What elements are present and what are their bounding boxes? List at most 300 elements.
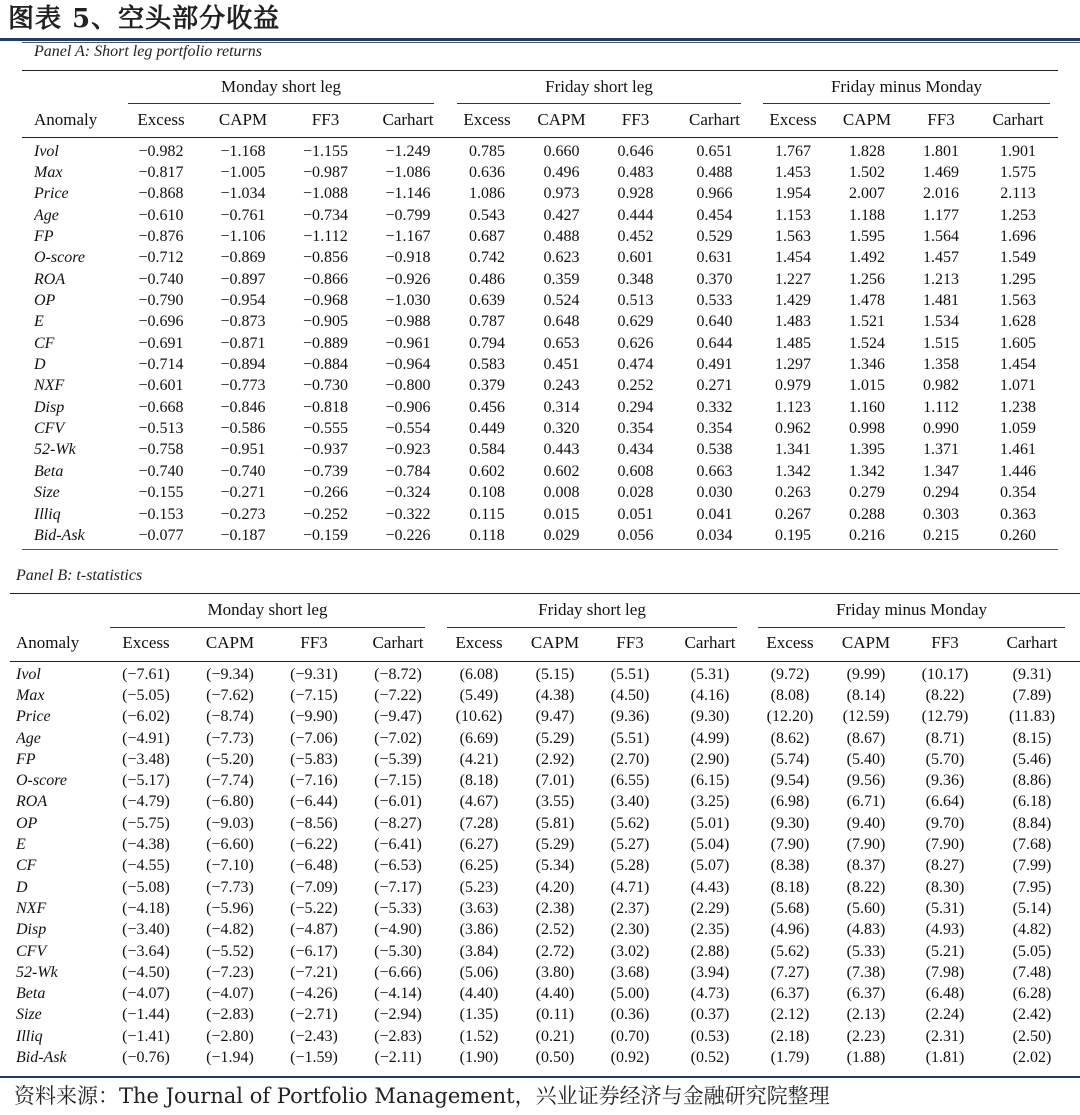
table-cell: (7.90)	[770, 836, 810, 854]
table-row	[34, 333, 1058, 354]
table-cell: (0.21)	[535, 1027, 575, 1045]
table-cell: −1.155	[302, 142, 349, 160]
table-cell: 1.227	[775, 270, 811, 288]
table-cell: 0.452	[617, 228, 654, 246]
table-cell: (8.27)	[925, 857, 965, 875]
anomaly-name: Bid-Ask	[34, 526, 85, 544]
table-cell: 0.354	[617, 420, 654, 438]
anomaly-name: Price	[34, 185, 69, 203]
table-cell: −0.905	[302, 313, 349, 331]
table-cell: 0.538	[696, 441, 733, 459]
table-cell: 0.973	[543, 185, 580, 203]
table-cell: (4.73)	[690, 985, 730, 1003]
table-cell: −0.601	[138, 377, 184, 395]
panel-b-group-line-diff	[758, 627, 1065, 628]
table-cell: (1.35)	[459, 1006, 499, 1024]
column-header: Excess	[137, 110, 185, 129]
table-cell: −0.982	[138, 142, 184, 160]
anomaly-name: FP	[34, 228, 54, 246]
table-cell: (7.68)	[1012, 836, 1052, 854]
table-cell: 0.529	[696, 228, 733, 246]
table-cell: (3.25)	[690, 793, 730, 811]
table-cell: 0.252	[617, 377, 654, 395]
anomaly-name: Price	[16, 708, 51, 726]
table-cell: 1.563	[1000, 292, 1036, 310]
table-cell: 0.332	[696, 398, 733, 416]
table-cell: 1.549	[1000, 249, 1036, 267]
table-cell: 1.595	[849, 228, 885, 246]
table-cell: (8.18)	[770, 878, 810, 896]
table-cell: (4.38)	[535, 686, 575, 704]
table-cell: 0.962	[775, 420, 811, 438]
table-cell: (0.92)	[610, 1048, 650, 1066]
anomaly-name: NXF	[34, 377, 65, 395]
table-cell: (5.62)	[770, 942, 810, 960]
table-cell: −0.964	[385, 356, 431, 374]
table-cell: 0.051	[617, 505, 654, 523]
table-cell: 1.457	[923, 249, 959, 267]
table-cell: (−8.56)	[290, 814, 338, 832]
table-cell: (9.47)	[535, 708, 575, 726]
table-row	[16, 983, 1078, 1004]
table-cell: −0.691	[138, 334, 184, 352]
table-cell: (2.50)	[1012, 1027, 1052, 1045]
table-cell: (4.71)	[610, 878, 650, 896]
table-cell: 1.429	[775, 292, 811, 310]
table-cell: (9.99)	[846, 665, 886, 683]
table-cell: −0.988	[385, 313, 431, 331]
table-cell: (9.36)	[610, 708, 650, 726]
table-cell: (5.51)	[610, 665, 650, 683]
table-cell: (−5.52)	[206, 942, 254, 960]
table-cell: 0.742	[469, 249, 505, 267]
table-cell: 0.979	[775, 377, 811, 395]
table-cell: (−8.27)	[374, 814, 422, 832]
table-cell: (2.13)	[846, 1006, 886, 1024]
table-cell: (5.40)	[846, 750, 886, 768]
table-cell: (5.15)	[535, 665, 575, 683]
panel-b-label-rule	[10, 593, 1080, 594]
table-cell: −0.226	[385, 526, 431, 544]
table-cell: 0.491	[696, 356, 733, 374]
table-cell: (−6.02)	[122, 708, 170, 726]
table-cell: −0.894	[220, 356, 266, 374]
panel_b-header-row	[16, 630, 1078, 656]
table-cell: (−2.83)	[374, 1027, 422, 1045]
table-cell: −0.159	[302, 526, 349, 544]
column-header: CAPM	[841, 633, 891, 652]
table-cell: (8.62)	[770, 729, 810, 747]
table-cell: 1.564	[923, 228, 959, 246]
table-cell: (−7.06)	[290, 729, 338, 747]
table-row	[34, 205, 1058, 226]
table-cell: −0.273	[220, 505, 266, 523]
table-cell: (5.68)	[770, 899, 810, 917]
table-row	[34, 248, 1058, 269]
anomaly-name: NXF	[16, 899, 47, 917]
table-row	[34, 418, 1058, 439]
table-cell: 0.651	[696, 142, 733, 160]
table-cell: (1.88)	[846, 1048, 886, 1066]
table-cell: 1.059	[1000, 420, 1036, 438]
table-cell: (12.20)	[766, 708, 814, 726]
table-cell: (7.38)	[846, 963, 886, 981]
table-cell: (−5.30)	[374, 942, 422, 960]
table-cell: (5.46)	[1012, 750, 1052, 768]
column-header: Carhart	[992, 110, 1044, 129]
table-cell: (4.40)	[459, 985, 499, 1003]
table-cell: 0.982	[923, 377, 959, 395]
table-cell: (5.74)	[770, 750, 810, 768]
panel-a-group-diff: Friday minus Monday	[830, 77, 983, 96]
table-cell: 0.303	[923, 505, 959, 523]
table-cell: 1.605	[1000, 334, 1036, 352]
table-cell: −0.322	[385, 505, 431, 523]
column-header: Excess	[463, 110, 511, 129]
table-cell: 1.502	[849, 164, 885, 182]
anomaly-name: 52-Wk	[16, 963, 58, 981]
table-cell: 1.563	[775, 228, 811, 246]
column-header: FF3	[300, 633, 328, 652]
table-cell: 0.029	[543, 526, 580, 544]
table-cell: −0.155	[138, 484, 184, 502]
table-cell: −1.005	[220, 164, 266, 182]
table-cell: −0.324	[385, 484, 431, 502]
table-cell: 0.639	[469, 292, 505, 310]
table-cell: (2.35)	[690, 921, 730, 939]
table-cell: (1.81)	[925, 1048, 965, 1066]
table-cell: (−5.17)	[122, 772, 170, 790]
table-cell: (2.38)	[535, 899, 575, 917]
table-cell: (0.37)	[690, 1006, 730, 1024]
table-cell: (2.90)	[690, 750, 730, 768]
table-cell: 1.767	[775, 142, 811, 160]
table-cell: 1.177	[923, 206, 959, 224]
panel-b-table	[16, 630, 1078, 1069]
table-cell: (8.15)	[1012, 729, 1052, 747]
table-cell: 0.288	[849, 505, 885, 523]
table-cell: (3.84)	[459, 942, 499, 960]
table-cell: (0.50)	[535, 1048, 575, 1066]
table-cell: −0.866	[302, 270, 349, 288]
column-header: Carhart	[689, 110, 740, 129]
table-cell: (5.81)	[535, 814, 575, 832]
table-cell: (−5.96)	[206, 899, 254, 917]
table-cell: (6.37)	[846, 985, 886, 1003]
table-cell: 0.966	[696, 185, 733, 203]
table-cell: 1.492	[849, 249, 885, 267]
table-cell: (−9.31)	[290, 665, 338, 683]
column-header: Excess	[766, 633, 814, 652]
table-row	[16, 749, 1078, 770]
table-cell: −0.734	[302, 206, 349, 224]
table-row	[34, 440, 1058, 461]
table-cell: (−2.80)	[206, 1027, 254, 1045]
table-cell: (−9.90)	[290, 708, 338, 726]
table-cell: 0.195	[775, 526, 811, 544]
column-header: CAPM	[218, 110, 268, 129]
table-row	[16, 898, 1078, 919]
table-row	[34, 525, 1058, 546]
table-cell: 0.449	[469, 420, 505, 438]
table-cell: (−4.26)	[290, 985, 338, 1003]
panel-a-group-friday: Friday short leg	[545, 77, 653, 96]
table-cell: (0.52)	[690, 1048, 730, 1066]
table-cell: (5.23)	[459, 878, 499, 896]
table-cell: 0.524	[543, 292, 580, 310]
table-cell: 2.007	[849, 185, 885, 203]
table-cell: −0.730	[302, 377, 349, 395]
table-cell: 0.451	[543, 356, 580, 374]
table-cell: (9.36)	[925, 772, 965, 790]
table-cell: 1.153	[775, 206, 811, 224]
table-cell: (6.64)	[925, 793, 965, 811]
table-cell: 0.271	[696, 377, 733, 395]
table-cell: 0.602	[469, 462, 505, 480]
table-cell: (9.54)	[770, 772, 810, 790]
table-cell: (5.05)	[1012, 942, 1052, 960]
column-header: Anomaly	[34, 110, 98, 129]
table-cell: (−4.38)	[122, 836, 170, 854]
table-cell: (−5.75)	[122, 814, 170, 832]
anomaly-name: Illiq	[34, 505, 61, 523]
table-cell: (2.92)	[535, 750, 575, 768]
table-cell: 1.358	[923, 356, 959, 374]
table-cell: (−2.71)	[290, 1006, 338, 1024]
table-cell: (5.06)	[459, 963, 499, 981]
table-cell: (−4.87)	[290, 921, 338, 939]
table-row	[16, 707, 1078, 728]
table-cell: (5.49)	[459, 686, 499, 704]
table-cell: −0.987	[302, 164, 349, 182]
table-cell: 1.238	[1000, 398, 1036, 416]
table-cell: −0.799	[385, 206, 431, 224]
panel-b-group-line-friday	[447, 627, 737, 628]
table-cell: 1.347	[923, 462, 959, 480]
table-cell: (−8.72)	[374, 665, 422, 683]
table-cell: (10.17)	[921, 665, 969, 683]
table-cell: (4.50)	[610, 686, 650, 704]
table-cell: (9.30)	[770, 814, 810, 832]
anomaly-name: Beta	[16, 985, 46, 1003]
table-cell: (7.90)	[925, 836, 965, 854]
table-cell: (2.52)	[535, 921, 575, 939]
table-cell: −0.714	[138, 356, 184, 374]
table-cell: (−4.55)	[122, 857, 170, 875]
table-row	[16, 834, 1078, 855]
table-cell: (−7.73)	[206, 878, 254, 896]
table-row	[34, 290, 1058, 311]
anomaly-name: CF	[34, 334, 55, 352]
table-cell: (8.30)	[925, 878, 965, 896]
table-cell: 0.488	[543, 228, 580, 246]
table-cell: 0.513	[617, 292, 654, 310]
table-cell: (−9.47)	[374, 708, 422, 726]
table-cell: 0.653	[543, 334, 580, 352]
anomaly-name: Age	[16, 729, 41, 747]
panel_a-header-row	[34, 107, 1058, 133]
table-row	[16, 664, 1078, 685]
table-cell: 0.427	[543, 206, 580, 224]
table-cell: 1.454	[775, 249, 811, 267]
table-row	[34, 354, 1058, 375]
table-cell: (−4.18)	[122, 899, 170, 917]
table-cell: (5.33)	[846, 942, 886, 960]
table-cell: (2.18)	[770, 1027, 810, 1045]
table-cell: 0.648	[543, 313, 580, 331]
table-cell: 0.216	[849, 526, 885, 544]
table-cell: (2.72)	[535, 942, 575, 960]
anomaly-name: ROA	[16, 793, 48, 811]
table-cell: 0.496	[543, 164, 580, 182]
anomaly-name: Ivol	[16, 665, 41, 683]
table-cell: (10.62)	[455, 708, 503, 726]
panel-a-group-line-monday	[128, 103, 434, 104]
anomaly-name: 52-Wk	[34, 441, 76, 459]
table-cell: −0.856	[302, 249, 349, 267]
table-cell: 0.626	[617, 334, 654, 352]
table-cell: (5.34)	[535, 857, 575, 875]
column-header: Carhart	[684, 633, 736, 652]
anomaly-name: Disp	[16, 921, 47, 939]
table-cell: (4.20)	[535, 878, 575, 896]
table-cell: 1.346	[849, 356, 885, 374]
table-cell: (9.31)	[1012, 665, 1052, 683]
table-cell: −0.926	[385, 270, 431, 288]
table-cell: (3.02)	[610, 942, 650, 960]
table-cell: (5.62)	[610, 814, 650, 832]
table-cell: (7.28)	[459, 814, 499, 832]
table-cell: −0.937	[302, 441, 349, 459]
table-row	[16, 1026, 1078, 1047]
table-cell: −0.252	[302, 505, 349, 523]
table-cell: 0.359	[543, 270, 580, 288]
table-cell: (−7.10)	[206, 857, 254, 875]
table-cell: (5.07)	[690, 857, 730, 875]
table-row	[34, 461, 1058, 482]
table-cell: 0.443	[543, 441, 580, 459]
table-cell: 0.601	[617, 249, 654, 267]
table-cell: 1.469	[923, 164, 959, 182]
panel-b-group-monday: Monday short leg	[207, 600, 328, 619]
table-cell: (5.27)	[610, 836, 650, 854]
table-cell: (−6.60)	[206, 836, 254, 854]
table-cell: −0.773	[220, 377, 266, 395]
table-cell: −0.758	[138, 441, 184, 459]
table-row	[34, 483, 1058, 504]
table-cell: (−9.03)	[206, 814, 254, 832]
table-cell: 0.118	[469, 526, 505, 544]
column-header: Carhart	[372, 633, 424, 652]
table-cell: (3.94)	[690, 963, 730, 981]
table-cell: 1.253	[1000, 206, 1036, 224]
table-row	[34, 226, 1058, 247]
header-spacer	[16, 656, 1078, 664]
table-cell: (2.02)	[1012, 1048, 1052, 1066]
table-cell: (9.40)	[846, 814, 886, 832]
column-header: CAPM	[537, 110, 586, 129]
table-row	[34, 141, 1058, 162]
column-header: FF3	[311, 110, 340, 129]
table-cell: 0.354	[696, 420, 733, 438]
table-cell: (0.70)	[610, 1027, 650, 1045]
table-cell: (2.29)	[690, 899, 730, 917]
table-cell: 0.294	[617, 398, 654, 416]
table-cell: 1.696	[1000, 228, 1036, 246]
table-cell: (−8.74)	[206, 708, 254, 726]
table-cell: 1.213	[923, 270, 959, 288]
table-cell: 0.041	[696, 505, 733, 523]
table-cell: (−1.94)	[206, 1048, 254, 1066]
table-cell: (−1.41)	[122, 1027, 170, 1045]
anomaly-name: CF	[16, 857, 37, 875]
table-cell: 1.123	[775, 398, 811, 416]
table-cell: (9.56)	[846, 772, 886, 790]
table-cell: 1.342	[849, 462, 885, 480]
table-cell: 0.320	[543, 420, 580, 438]
table-cell: (−3.40)	[122, 921, 170, 939]
table-row	[16, 877, 1078, 898]
table-cell: 1.524	[849, 334, 885, 352]
table-row	[34, 504, 1058, 525]
table-cell: (−6.41)	[374, 836, 422, 854]
table-cell: (−5.33)	[374, 899, 422, 917]
column-header: FF3	[931, 633, 959, 652]
anomaly-name: O-score	[16, 772, 67, 790]
column-header: CAPM	[530, 633, 580, 652]
table-cell: (4.21)	[459, 750, 499, 768]
table-cell: 1.160	[849, 398, 885, 416]
table-cell: (8.86)	[1012, 772, 1052, 790]
table-cell: (7.90)	[846, 836, 886, 854]
table-cell: (7.89)	[1012, 686, 1052, 704]
table-cell: −1.167	[385, 228, 431, 246]
table-cell: 1.954	[775, 185, 811, 203]
table-cell: −0.846	[220, 398, 266, 416]
column-header: Excess	[122, 633, 170, 652]
table-cell: (5.01)	[690, 814, 730, 832]
table-cell: (−4.82)	[206, 921, 254, 939]
table-cell: −0.266	[302, 484, 349, 502]
table-cell: −0.897	[220, 270, 266, 288]
table-cell: (8.14)	[846, 686, 886, 704]
table-cell: 0.030	[696, 484, 733, 502]
anomaly-name: Beta	[34, 462, 64, 480]
anomaly-name: Max	[34, 164, 63, 182]
table-cell: (5.28)	[610, 857, 650, 875]
table-cell: 0.636	[469, 164, 505, 182]
table-cell: (4.83)	[846, 921, 886, 939]
table-cell: 0.533	[696, 292, 733, 310]
table-cell: (6.25)	[459, 857, 499, 875]
table-cell: (−7.21)	[290, 963, 338, 981]
table-cell: −0.961	[385, 334, 431, 352]
table-cell: (6.71)	[846, 793, 886, 811]
table-cell: (−9.34)	[206, 665, 254, 683]
table-cell: (1.52)	[459, 1027, 499, 1045]
anomaly-name: Disp	[34, 398, 65, 416]
table-cell: −0.790	[138, 292, 184, 310]
panel-a-table	[34, 107, 1058, 547]
table-cell: 1.481	[923, 292, 959, 310]
table-cell: (2.88)	[690, 942, 730, 960]
table-cell: (3.40)	[610, 793, 650, 811]
table-cell: (−5.39)	[374, 750, 422, 768]
table-cell: (3.80)	[535, 963, 575, 981]
table-cell: (7.48)	[1012, 963, 1052, 981]
table-cell: (1.79)	[770, 1048, 810, 1066]
column-header: Carhart	[1006, 633, 1058, 652]
